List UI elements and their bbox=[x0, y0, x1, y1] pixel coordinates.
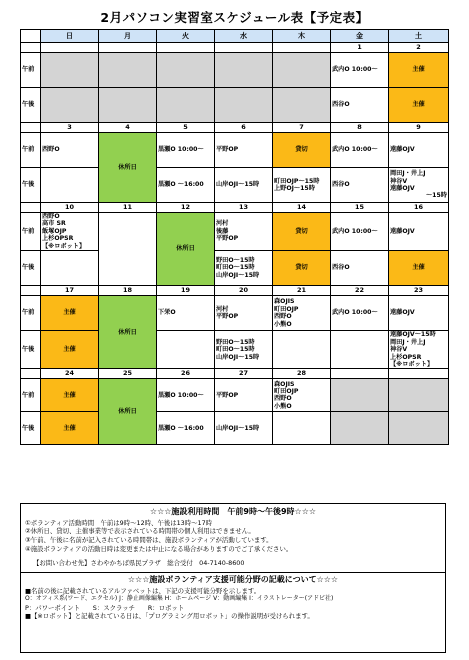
volunteer-note-2: O：オフィス系(ワード、エクセル) J：静止画像編集 H：ホームページ V：動画編集 I：イラストレーター(アドビ社) bbox=[25, 595, 334, 603]
schedule-cell: 町田OJP～15時 上野OJ～15時 bbox=[273, 168, 331, 203]
event-cell: 主催 bbox=[41, 412, 99, 445]
week3-dates: 10 11 12 13 14 15 16 bbox=[21, 203, 449, 213]
holiday-cell: 休所日 bbox=[99, 296, 157, 369]
week3-am: 午前 西野O 高市 SR 飯塚OJP 上杉OPSR 【※ロボット】 休所日 河村 後藤 平野OP 貸切 武内O 10:00～ 遠藤OJV bbox=[21, 213, 449, 251]
schedule-cell: 武内O 10:00～ bbox=[331, 53, 389, 88]
contact-info: 【お問い合わせ先】さわやかちば県民プラザ 総合受付 04-7140-8600 bbox=[33, 559, 245, 568]
week3-pm: 午後 野田O～15時 町田O～15時 山岸OJI～15時 貸切 西谷O 主催 bbox=[21, 251, 449, 286]
pm-label: 午後 bbox=[21, 88, 41, 123]
schedule-cell: 森OJIS 町田OJP 西野O 小熊O bbox=[273, 379, 331, 412]
schedule-cell: 山岸OJI～15時 bbox=[215, 168, 273, 203]
schedule-cell: 遠藤OJV bbox=[389, 213, 449, 251]
weekday-thu: 木 bbox=[273, 30, 331, 43]
event-cell: 主催 bbox=[389, 53, 449, 88]
week5-pm: 午後 主催 黒瀬O ～16:00 山岸OJI～15時 bbox=[21, 412, 449, 445]
volunteer-note-1: ■名前の後に記載されているアルファベットは、下記の支援可能分野を示します。 bbox=[25, 586, 261, 595]
schedule-cell: 黒瀬O 10:00～ bbox=[157, 379, 215, 412]
weekday-tue: 火 bbox=[157, 30, 215, 43]
reserved-cell: 貸切 bbox=[273, 213, 331, 251]
schedule-cell: 野田O～15時 町田O～15時 山岸OJI～15時 bbox=[215, 251, 273, 286]
reserved-cell: 貸切 bbox=[273, 133, 331, 168]
schedule-cell: 遠藤OJV～15時 岡田J・井上J 神谷V 上杉OPSR 【※ロボット】 bbox=[389, 331, 449, 369]
note-1: ①ボランティア活動時間 午前は9時～12時、午後は13時～17時 bbox=[25, 518, 213, 527]
note-4: ④施設ボランティアの活動日時は変更または中止になる場合がありますのでご了承ください。 bbox=[25, 544, 293, 553]
volunteer-note-4: ■【※ロボット】と記載されている日は、「プログラミング用ロボット」の操作説明が受けられます。 bbox=[25, 612, 314, 621]
event-cell: 主催 bbox=[389, 251, 449, 286]
schedule-cell: 西谷O bbox=[331, 251, 389, 286]
volunteer-header: ☆☆☆施設ボランティア支援可能分野の記載について☆☆☆ bbox=[127, 575, 339, 584]
schedule-cell: 野田O～15時 町田O～15時 山岸OJI～15時 bbox=[215, 331, 273, 369]
schedule-cell: 西谷O bbox=[331, 88, 389, 123]
hours-header: ☆☆☆施設利用時間 午前9時～午後9時☆☆☆ bbox=[149, 507, 317, 516]
note-2: ②休所日、貸切、主催事業等で表示されている時間帯の個人利用はできません。 bbox=[25, 527, 255, 536]
week2-pm: 午後 黒瀬O ～16:00 山岸OJI～15時 町田OJP～15時 上野OJ～15時 西谷O 岡田J・井上J 神谷V 遠藤OJV ～15時 bbox=[21, 168, 449, 203]
holiday-cell: 休所日 bbox=[157, 213, 215, 286]
schedule-cell: 武内O 10:00～ bbox=[331, 133, 389, 168]
schedule-cell: 遠藤OJV bbox=[389, 296, 449, 331]
weekday-sat: 土 bbox=[389, 30, 449, 43]
schedule-cell: 武内O 10:00～ bbox=[331, 213, 389, 251]
schedule-cell: 岡田J・井上J 神谷V 遠藤OJV ～15時 bbox=[389, 168, 449, 203]
schedule-cell: 遠藤OJV bbox=[389, 133, 449, 168]
holiday-cell: 休所日 bbox=[99, 379, 157, 445]
schedule-cell: 河村 後藤 平野OP bbox=[215, 213, 273, 251]
week4-am: 午前 主催 休所日 下栄O 河村 平野OP 森OJIS 町田OJP 西野O 小熊O 武内O 10:00～ 遠藤OJV bbox=[21, 296, 449, 331]
schedule-cell: 下栄O bbox=[157, 296, 215, 331]
week5-dates: 24 25 26 27 28 bbox=[21, 369, 449, 379]
weekday-wed: 水 bbox=[215, 30, 273, 43]
schedule-cell: 山岸OJI～15時 bbox=[215, 412, 273, 445]
schedule-cell: 河村 平野OP bbox=[215, 296, 273, 331]
info-box bbox=[20, 503, 446, 653]
schedule-cell: 西野O bbox=[41, 133, 99, 168]
schedule-cell: 西野O 高市 SR 飯塚OJP 上杉OPSR 【※ロボット】 bbox=[41, 213, 99, 251]
date-cell: 2 bbox=[389, 43, 449, 53]
week5-am: 午前 主催 休所日 黒瀬O 10:00～ 平野OP 森OJIS 町田OJP 西野O 小熊O bbox=[21, 379, 449, 412]
am-label: 午前 bbox=[21, 53, 41, 88]
week2-dates: 3 4 5 6 7 8 9 bbox=[21, 123, 449, 133]
weekday-mon: 月 bbox=[99, 30, 157, 43]
week4-dates: 17 18 19 20 21 22 23 bbox=[21, 286, 449, 296]
weekday-sun: 日 bbox=[41, 30, 99, 43]
page-title: 2月パソコン実習室スケジュール表【予定表】 bbox=[100, 10, 369, 25]
reserved-cell: 貸切 bbox=[273, 251, 331, 286]
schedule-cell: 黒瀬O ～16:00 bbox=[157, 412, 215, 445]
schedule-cell: 平野OP bbox=[215, 379, 273, 412]
event-cell: 主催 bbox=[41, 296, 99, 331]
weekday-fri: 金 bbox=[331, 30, 389, 43]
volunteer-note-3: P：パワーポイント S：スクラッチ R：ロボット bbox=[25, 603, 185, 612]
calendar-table bbox=[20, 29, 449, 445]
event-cell: 主催 bbox=[41, 331, 99, 369]
schedule-cell: 平野OP bbox=[215, 133, 273, 168]
divider bbox=[21, 572, 445, 573]
week4-pm: 午後 主催 野田O～15時 町田O～15時 山岸OJI～15時 遠藤OJV～15時 岡田J・井上J 神谷V 上杉OPSR 【※ロボット】 bbox=[21, 331, 449, 369]
weekday-header bbox=[21, 30, 449, 43]
schedule-cell: 黒瀬O ～16:00 bbox=[157, 168, 215, 203]
week2-am: 午前 西野O 休所日 黒瀬O 10:00～ 平野OP 貸切 武内O 10:00～ 遠藤OJV bbox=[21, 133, 449, 168]
note-3: ③午前、午後に名前が記入されている時間帯は、施設ボランティアが活動しています。 bbox=[25, 536, 273, 545]
schedule-cell: 黒瀬O 10:00～ bbox=[157, 133, 215, 168]
schedule-cell: 武内O 10:00～ bbox=[331, 296, 389, 331]
week1-dates bbox=[21, 43, 449, 53]
schedule-cell: 森OJIS 町田OJP 西野O 小熊O bbox=[273, 296, 331, 331]
holiday-cell: 休所日 bbox=[99, 133, 157, 203]
date-cell: 1 bbox=[331, 43, 389, 53]
week1-pm bbox=[21, 88, 449, 123]
event-cell: 主催 bbox=[41, 379, 99, 412]
week1-am bbox=[21, 53, 449, 88]
schedule-cell: 西谷O bbox=[331, 168, 389, 203]
event-cell: 主催 bbox=[389, 88, 449, 123]
